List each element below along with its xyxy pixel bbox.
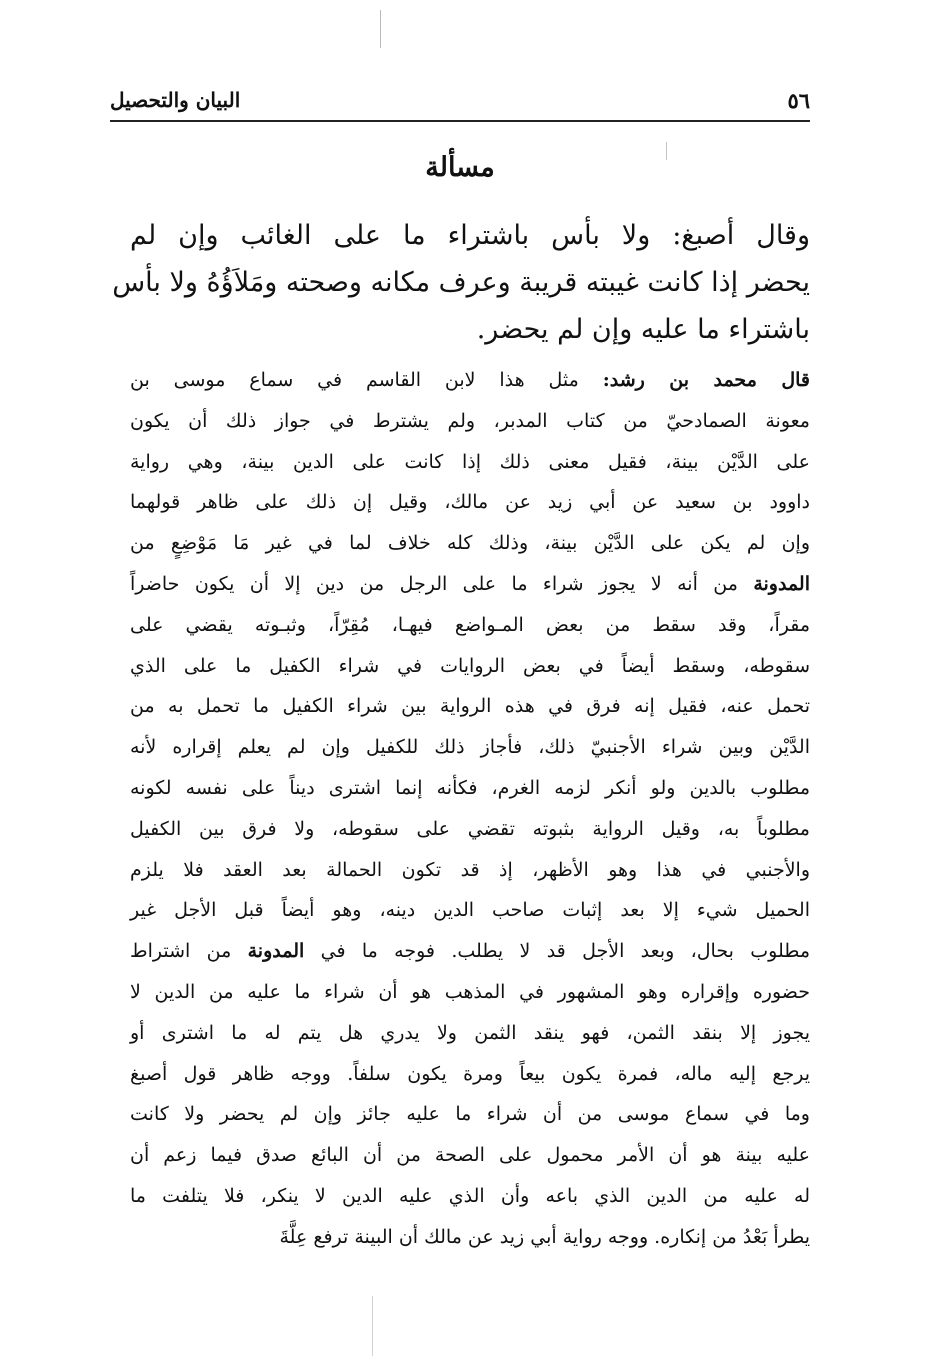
mudawwana-label: المدونة — [753, 572, 810, 595]
question-line: وقال أصبغ: ولا بأس باشتراء ما على الغائب وإن لم — [130, 220, 810, 251]
commentary-line: له عليه من الدين الذي باعه وأن الذي عليه الدين لا ينكر، فلا يتلفت ما — [130, 1184, 810, 1207]
commentary-line — [130, 931, 810, 972]
commentary-line — [130, 564, 810, 605]
commentary-paragraph — [130, 360, 810, 1258]
commentary-line: مطلوب بالدين ولو أنكر لزمه الغرم، فكأنه إنما اشترى ديناً على نفسه لكونه — [130, 776, 810, 799]
commentary-line: داوود بن سعيد عن أبي زيد عن مالك، وقيل إن ذلك على ظاهر قولهما — [130, 491, 810, 514]
question-line: يحضر إذا كانت غيبته قريبة وعرف مكانه وصحته ومَلاَؤُهُ ولا بأس — [112, 267, 810, 298]
commentary-line: الدَّيْن وبين شراء الأجنبيّ ذلك، فأجاز ذلك للكفيل وإن لم يعلم إقراره لأنه — [130, 736, 810, 759]
commentary-line: وما في سماع موسى من أن شراء ما عليه جائز وإن لم يحضر ولا كانت — [130, 1103, 810, 1126]
commentary-line: مقراً، وقد سقط من بعض المـواضع فيهـا، مُقِرّاً، وثبـوته يقضي على — [130, 613, 810, 636]
commentary-line: مطلوباً به، وقيل الرواية بثبوته تقضي على سقوطه، ولا فرق بين الكفيل — [130, 817, 810, 840]
page-number: ٥٦ — [787, 88, 810, 113]
commentary-text: مثل هذا لابن القاسم في سماع موسى بن — [130, 369, 579, 391]
commentary-text: مطلوب بحال، وبعد الأجل قد لا يطلب. فوجه ما في — [320, 940, 810, 963]
commentary-line: سقوطه، وسقط أيضاً في بعض الروايات في شراء الكفيل ما على الذي — [130, 654, 810, 677]
commentary-line: على الدَّيْن بينة، فقيل معنى ذلك إذا كانت على الدين بينة، وهي رواية — [130, 450, 810, 473]
commentary-line: عليه بينة هو أن الأمر محمول على الصحة من أن البائع صدق فيما زعم أن — [130, 1144, 810, 1167]
commentary-text: من أنه لا يجوز شراء ما على الرجل من دين إلا أن يكون حاضراً — [130, 572, 738, 595]
commentary-line: والأجنبي في هذا وهو الأظهر، إذ قد تكون الحمالة بعد العقد فلا يلزم — [130, 858, 810, 881]
commentary-line: وإن لم يكن على الدَّيْن بينة، وذلك كله خلاف لما في غير مَا مَوْضِعٍ من — [130, 532, 810, 555]
running-header — [110, 86, 810, 122]
commentary-line: يجوز إلا بنقد الثمن، فهو ينقد الثمن ولا يدري هل يتم له ما اشترى أو — [130, 1021, 810, 1044]
mudawwana-label: المدونة — [247, 940, 305, 963]
commentary-line: يطرأ بَعْدُ من إنكاره. ووجه رواية أبي زيد عن مالك أن البينة ترفع عِلَّةَ — [279, 1225, 810, 1248]
commentary-line: معونة الصمادحيّ من كتاب المدبر، ولم يشترط في جواز ذلك أن يكون — [130, 409, 810, 432]
commentary-line: يرجع إليه ماله، فمرة يكون بيعاً ومرة يكون سلفاً. ووجه ظاهر قول أصبغ — [130, 1062, 810, 1085]
commentary-line: الحميل شيء إلا بعد إثبات صاحب الدين دينه، وهو أيضاً قبل الأجل غير — [130, 899, 810, 922]
commentary-line: تحمل عنه، فقيل إنه فرق في هذه الرواية بين شراء الكفيل ما تحمل به من — [130, 695, 810, 718]
commentary-line: حضوره وإقراره وهو المشهور في المذهب هو أن شراء ما عليه من الدين لا — [130, 980, 810, 1003]
question-line: باشتراء ما عليه وإن لم يحضر. — [476, 314, 810, 345]
book-title: البيان والتحصيل — [110, 88, 241, 112]
scan-artifact-line — [372, 1296, 373, 1356]
question-paragraph — [112, 212, 810, 353]
section-title: مسألة — [425, 152, 495, 183]
commentary-speaker: قال محمد بن رشد: — [602, 369, 810, 391]
scan-artifact-line — [380, 10, 381, 48]
commentary-text: من اشتراط — [130, 940, 232, 963]
commentary-line — [130, 360, 810, 401]
